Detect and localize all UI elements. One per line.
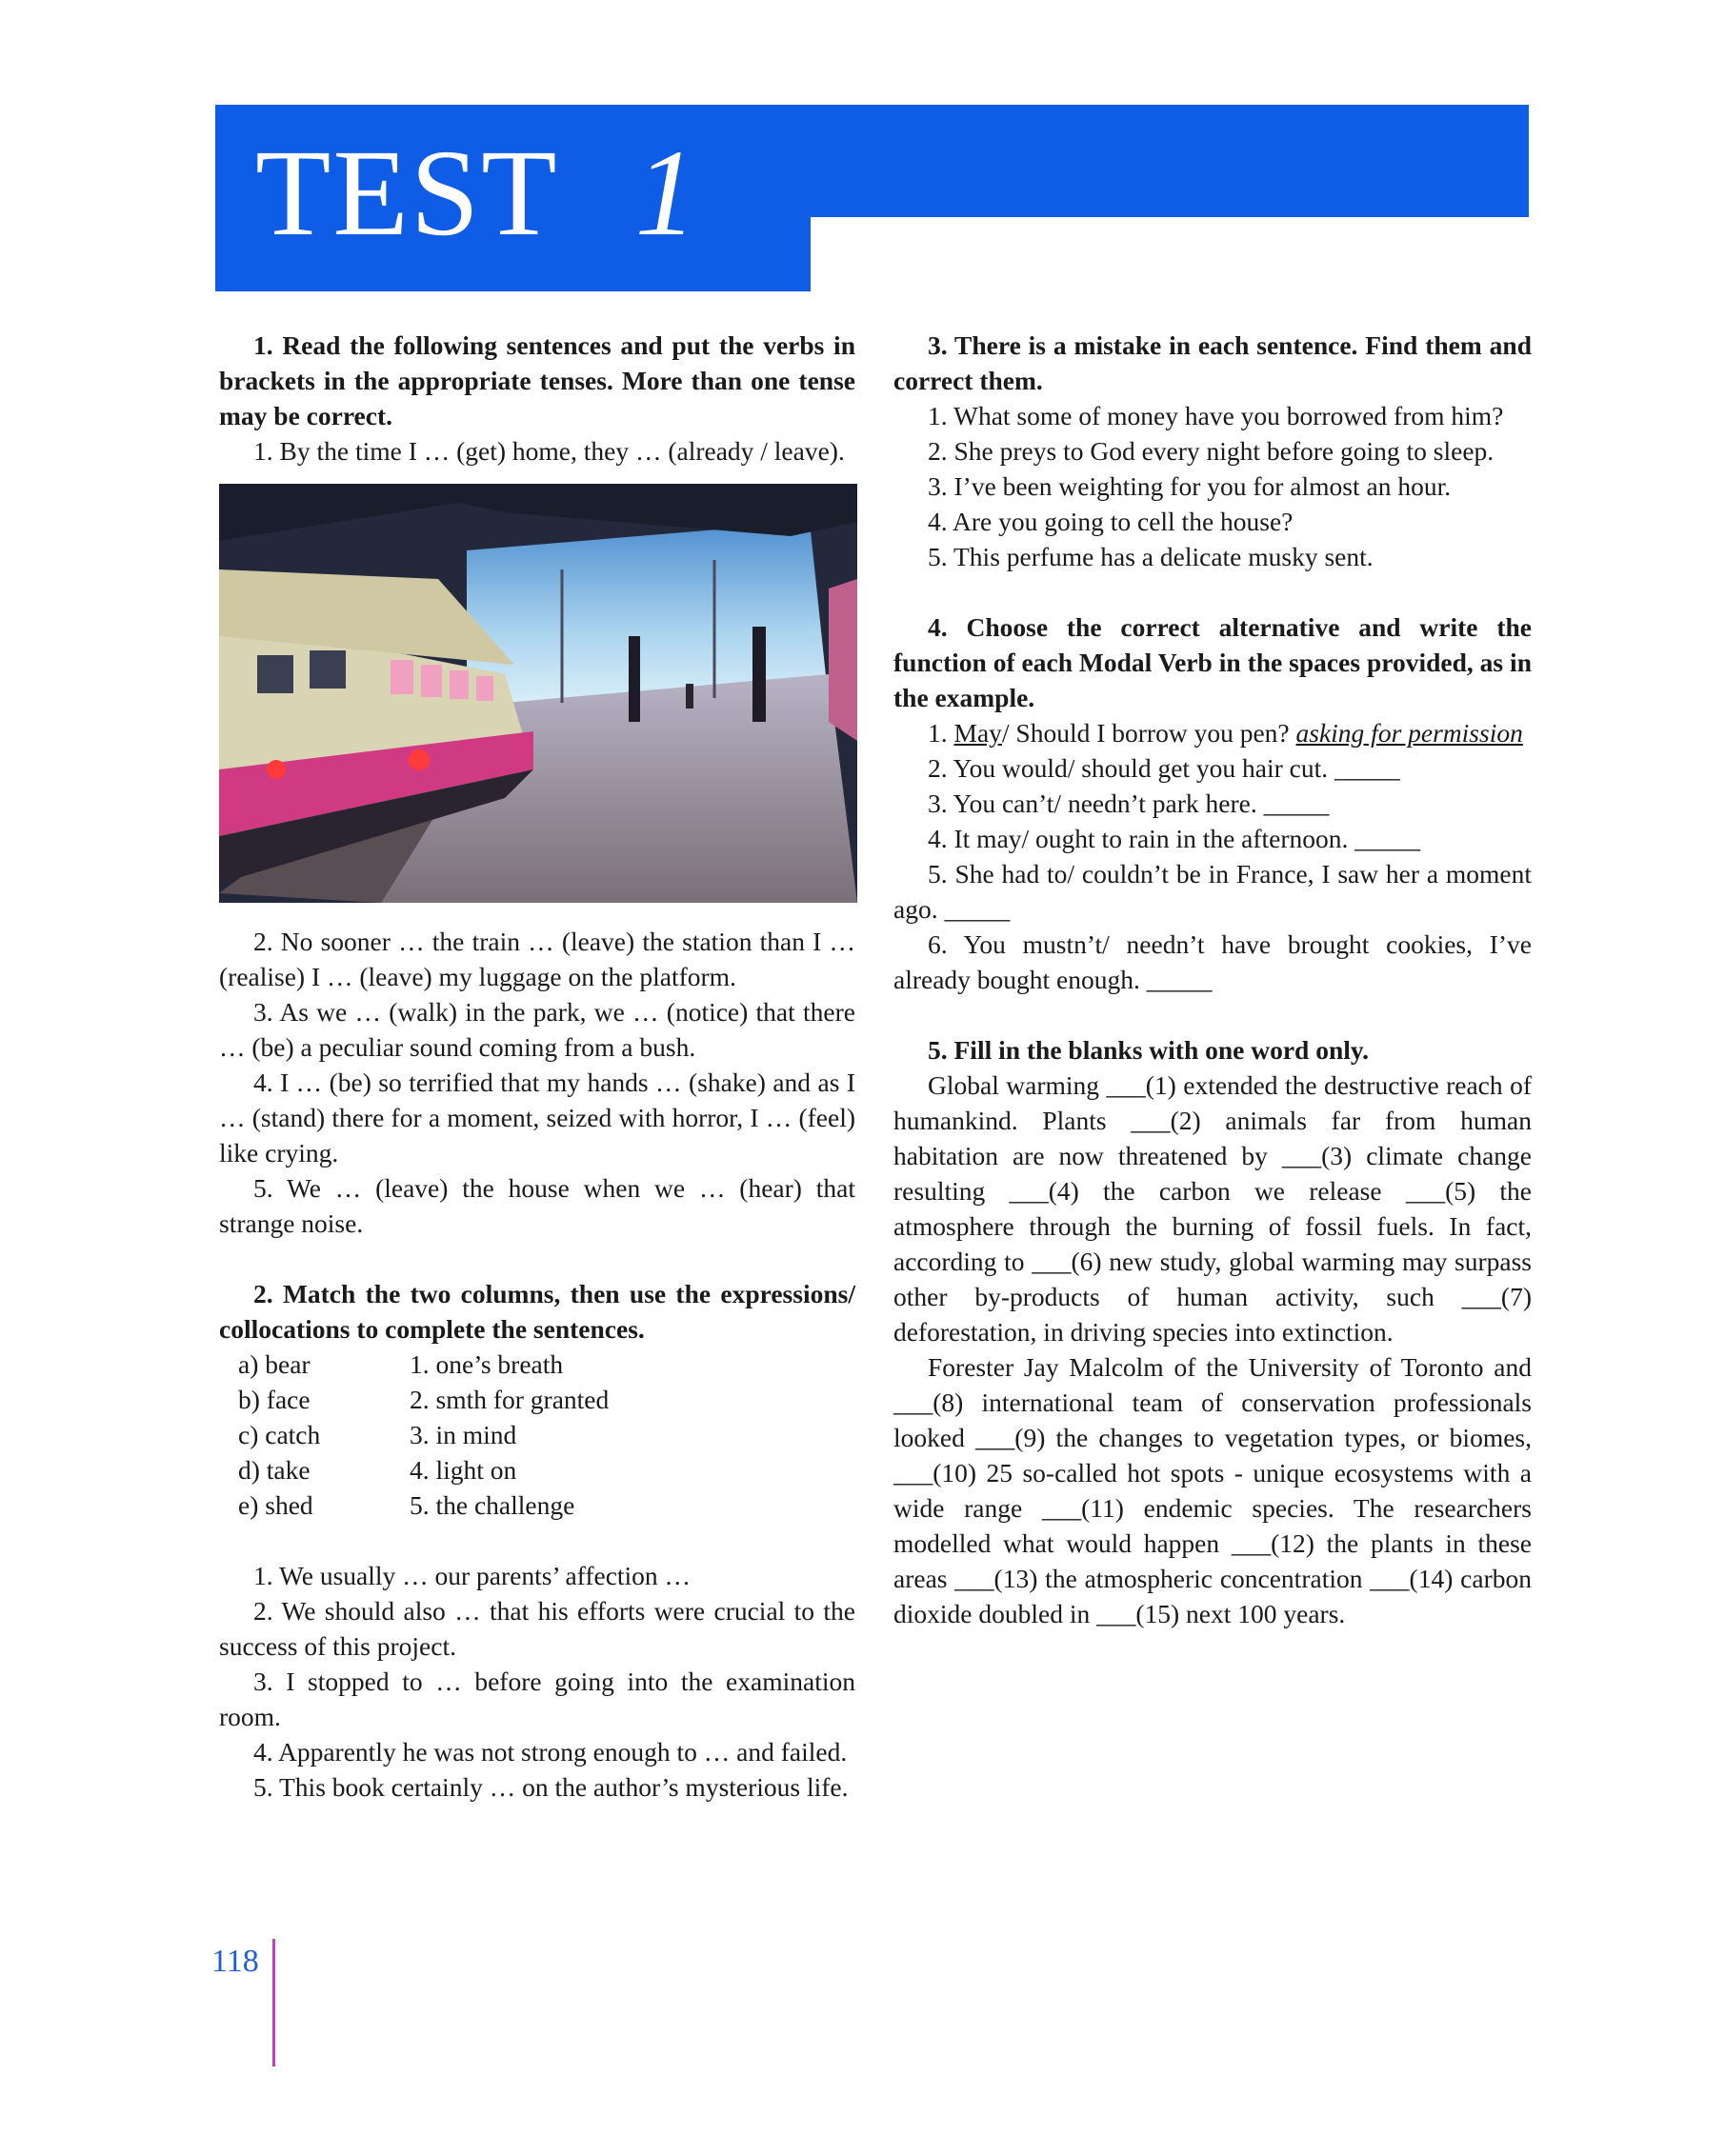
- exercise-2-heading: 2. Match the two columns, then use the expressions/ collocations to complete the sentences.: [219, 1279, 855, 1344]
- train-station-photo: [219, 484, 857, 903]
- exercise-5-heading: 5. Fill in the blanks with one word only.: [928, 1035, 1370, 1065]
- example-choice: May: [953, 718, 1002, 748]
- right-column: [893, 328, 1532, 1631]
- exercise-5-paragraph: Global warming ___(1) extended the destructive reach of humankind. Plants ___(2) animals far from human habitation are now threatened by ___(3) climate change resulting ___(4) the carbon we release ___(5) the atmosphere through the burning of fossil fuels. In fact, according to ___(6) new study, global warming may surpass other by-products of human activity, such ___(7) deforestation, in driving species into extinction.: [893, 1070, 1532, 1347]
- match-left-cell: e) shed: [238, 1490, 313, 1520]
- page-number-rule: [272, 1939, 275, 2066]
- exercise-2-item: 1. We usually … our parents’ affection …: [253, 1561, 692, 1590]
- exercise-3-item: 2. She preys to God every night before going to sleep.: [928, 436, 1494, 466]
- exercise-2-item: 2. We should also … that his efforts were crucial to the success of this project.: [219, 1596, 855, 1661]
- exercise-4-example: [893, 715, 1532, 750]
- match-right-cell: 2. smth for granted: [410, 1385, 610, 1414]
- example-answer: asking for permission: [1295, 718, 1523, 748]
- example-sentence: / Should I borrow you pen?: [1001, 718, 1296, 748]
- exercise-1-item: 3. As we … (walk) in the park, we … (notice) that there … (be) a peculiar sound coming from a bush.: [219, 997, 855, 1062]
- exercise-4-item: 2. You would/ should get you hair cut. _____: [928, 753, 1400, 783]
- exercise-2-item: 3. I stopped to … before going into the examination room.: [219, 1667, 855, 1731]
- exercise-1-item: 5. We … (leave) the house when we … (hear) that strange noise.: [219, 1173, 855, 1238]
- exercise-4-heading: 4. Choose the correct alternative and write the function of each Modal Verb in the spaces provided, as in the example.: [893, 612, 1532, 712]
- exercise-4-item: 4. It may/ ought to rain in the afternoon. _____: [928, 824, 1421, 853]
- exercise-3-item: 5. This perfume has a delicate musky sent.: [928, 542, 1374, 571]
- train-station-illustration: [219, 484, 857, 903]
- example-number: 1.: [928, 718, 954, 748]
- exercise-5-paragraph: Forester Jay Malcolm of the University of Toronto and ___(8) international team of conservation professionals looked ___(9) the changes to vegetation types, or biomes, ___(10) 25 so-called hot spots - unique ecosystems with a wide range ___(11) endemic species. The researchers modelled what would happen ___(12) the plants in these areas ___(13) the atmospheric concentration ___(14) carbon dioxide doubled in ___(15) next 100 years.: [893, 1352, 1532, 1628]
- exercise-4-item: 6. You mustn’t/ needn’t have brought cookies, I’ve already bought enough. _____: [893, 929, 1532, 994]
- exercise-1-item: 1. By the time I … (get) home, they … (already / leave).: [253, 436, 845, 466]
- page-number: 118: [211, 1944, 259, 1979]
- exercise-2-item: 5. This book certainly … on the author’s mysterious life.: [253, 1772, 849, 1802]
- exercise-3-heading: 3. There is a mistake in each sentence. Find them and correct them.: [893, 330, 1532, 395]
- match-row: [238, 1347, 609, 1382]
- match-right-cell: 1. one’s breath: [410, 1349, 564, 1379]
- title-number: 1: [634, 125, 699, 262]
- match-left-cell: c) catch: [238, 1420, 321, 1449]
- left-column: [219, 328, 855, 1805]
- match-left-cell: a) bear: [238, 1349, 311, 1379]
- match-right-cell: 5. the challenge: [410, 1490, 575, 1520]
- exercise-4-item: 5. She had to/ couldn’t be in France, I saw her a moment ago. _____: [893, 859, 1532, 924]
- exercise-2-item: 4. Apparently he was not strong enough to … and failed.: [253, 1737, 848, 1767]
- page-title: [255, 122, 699, 265]
- match-columns-table: [238, 1347, 609, 1523]
- match-row: [238, 1487, 609, 1523]
- exercise-1-item: 2. No sooner … the train … (leave) the station than I … (realise) I … (leave) my luggage on the platform.: [219, 927, 855, 991]
- match-row: [238, 1382, 609, 1417]
- exercise-1-item: 4. I … (be) so terrified that my hands … (shake) and as I … (stand) there for a moment, seized with horror, I … (feel) like crying.: [219, 1068, 855, 1168]
- match-left-cell: d) take: [238, 1455, 311, 1485]
- match-row: [238, 1417, 609, 1452]
- match-right-cell: 3. in mind: [410, 1420, 517, 1449]
- match-left-cell: b) face: [238, 1385, 311, 1414]
- match-right-cell: 4. light on: [410, 1455, 517, 1485]
- exercise-3-item: 3. I’ve been weighting for you for almost an hour.: [928, 471, 1452, 501]
- exercise-1-heading: 1. Read the following sentences and put the verbs in brackets in the appropriate tenses. More than one tense may be correct.: [219, 330, 855, 430]
- match-row: [238, 1452, 609, 1487]
- title-banner-bar: [811, 105, 1529, 217]
- exercise-3-item: 4. Are you going to cell the house?: [928, 507, 1294, 536]
- exercise-4-item: 3. You can’t/ needn’t park here. _____: [928, 789, 1330, 818]
- exercise-3-item: 1. What some of money have you borrowed from him?: [928, 401, 1504, 430]
- title-word: TEST: [255, 125, 559, 262]
